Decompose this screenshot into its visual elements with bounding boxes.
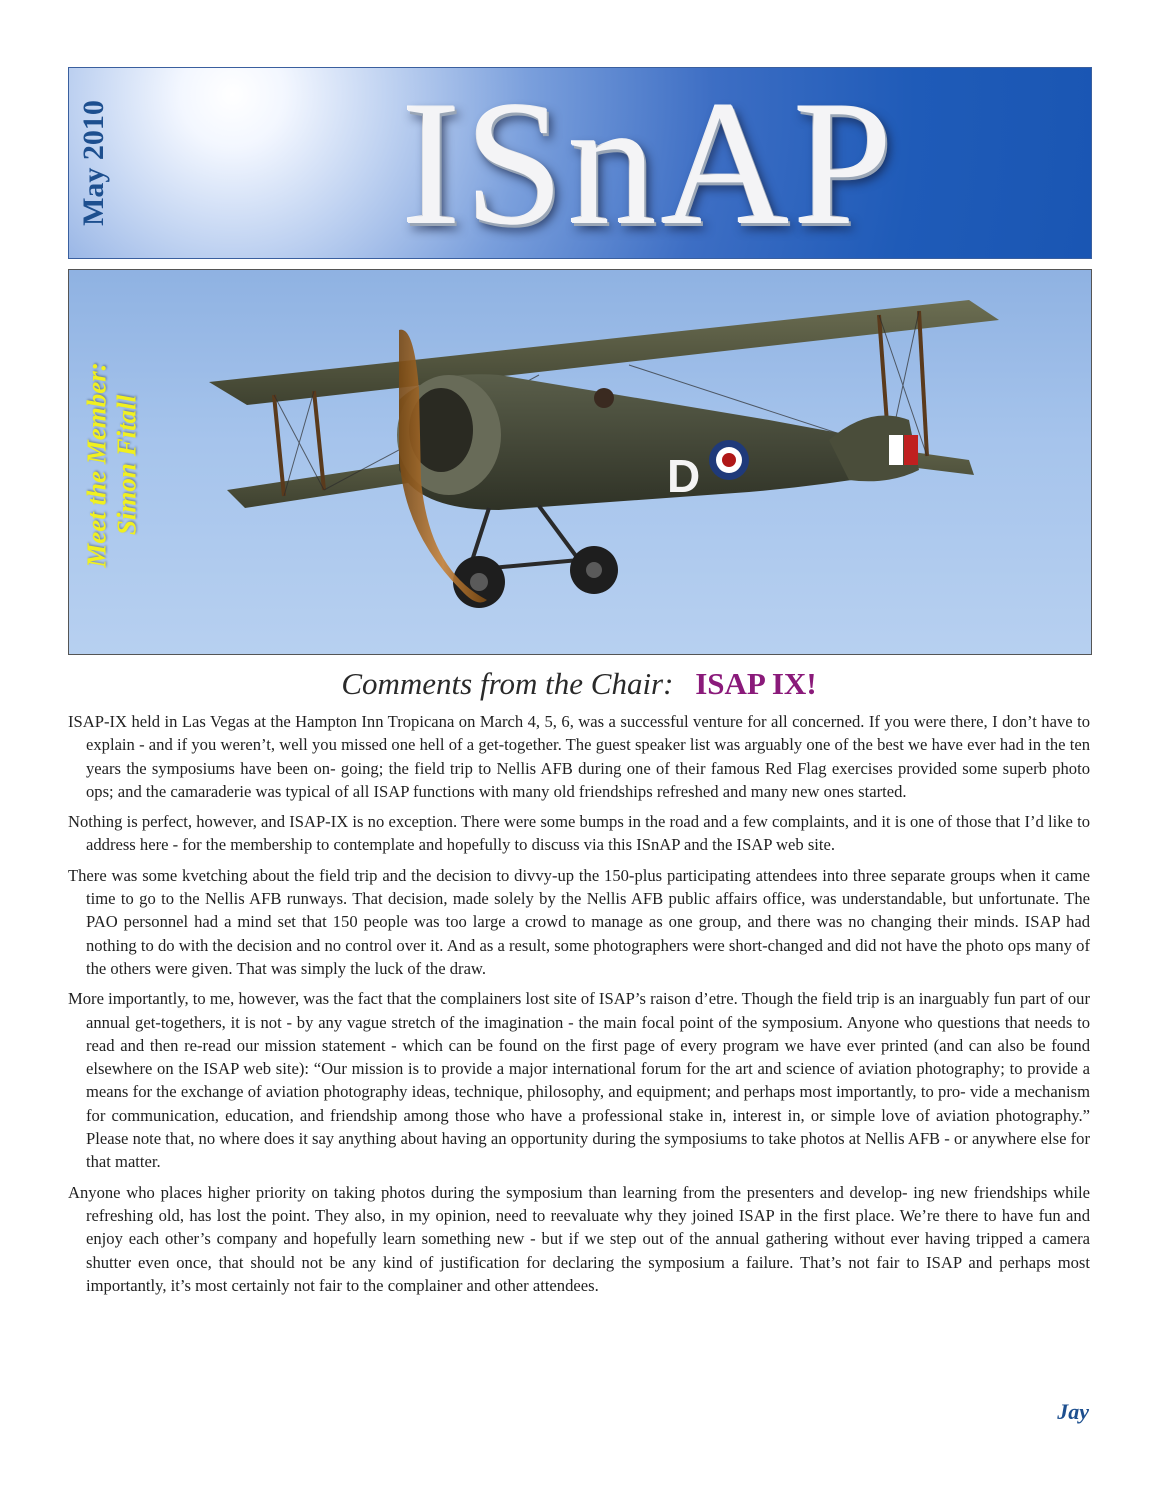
paragraph-3: There was some kvetching about the field trip and the decision to divvy-up the 150-plus participating attendees into three separate groups when it came time to go to the Nellis AFB runways. That decision, made solely by the Nellis AFB public affairs office, was understandable, but unfortunate. The PAO personnel had a mind set that 150 people was too large a crowd to manage as one group, and there was no changing their minds. ISAP had nothing to do with the decision and no control over it. And as a result, some photographers were short-changed and did not have the photo ops many of the others were given. That was simply the luck of the draw. xyxy=(68,865,1090,978)
tail-stripe-red xyxy=(904,435,918,465)
author-signature: Jay xyxy=(1057,1399,1089,1424)
aircraft-code: D xyxy=(667,450,701,502)
pilot xyxy=(594,388,614,408)
heading-title: ISAP IX! xyxy=(695,666,817,701)
paragraph-5: Anyone who places higher priority on taking photos during the symposium than learning from the presenters and develop- ing new friendships while refreshing old, has lost the point. They also, in my opinion, need to reevaluate why they joined ISAP in the first place. We’re there to have fun and enjoy each other’s company and hopefully learn something new - but if we step out of the annual gathering without ever having tripped a camera shutter even once, that should not be any kind of justification for declaring the symposium a failure. That’s not fair to ISAP and perhaps most importantly, it’s most certainly not fair to the complainer and other attendees. xyxy=(68,1182,1090,1295)
issue-date-text: May 2010 xyxy=(77,100,111,226)
paragraph-2: Nothing is perfect, however, and ISAP-IX is no exception. There were some bumps in the road and a few complaints, and it is one of those that I’d like to address here - for the membership to contemplate and hopefully to discuss via this ISnAP and the ISAP web site. xyxy=(68,812,1090,855)
article-body xyxy=(68,710,1090,1304)
paragraph-4: More importantly, to me, however, was the fact that the complainers lost site of ISAP’s raison d’etre. Though the field trip is an inarguably fun part of our annual get-togethers, it is not - by any vague stretch of the imagination - the main focal point of the symposium. Anyone who questions that needs to read and then re-read our mission statement - which can be found on the first page of every program we have ever printed (and can also be found elsewhere on the ISAP web site): “Our mission is to provide a major international forum for the art and science of aviation photography; to provide a means for the exchange of aviation photography ideas, technique, philosophy, and equipment; and perhaps most importantly, to pro- vide a mechanism for communication, education, and friendship among those who have a professional stake in, interest in, or simple love of aviation photography.” Please note that, no where does it say anything about having an opportunity during the symposiums to take photos at Nellis AFB - or anywhere else for that matter. xyxy=(68,989,1090,1172)
heading-lead: Comments from the Chair: xyxy=(341,666,674,701)
caption-line-1: Meet the Member: xyxy=(82,362,113,568)
member-caption xyxy=(73,325,151,605)
tail-stripe-white xyxy=(889,435,903,465)
issue-date xyxy=(71,88,117,238)
biplane-illustration xyxy=(69,270,1091,654)
newsletter-title: ISnAP xyxy=(401,67,897,259)
caption-line-2: Simon Fitall xyxy=(112,394,143,536)
masthead-banner xyxy=(68,67,1092,259)
roundel xyxy=(709,440,749,480)
article-heading xyxy=(68,660,1090,708)
feature-photo xyxy=(68,269,1092,655)
paragraph-1: ISAP-IX held in Las Vegas at the Hampton Inn Tropicana on March 4, 5, 6, was a successful venture for all concerned. If you were there, I don’t have to explain - and if you weren’t, well you missed one hell of a get-together. The guest speaker list was arguably one of the best we have ever had in the ten years the symposiums have been on- going; the field trip to Nellis AFB during one of their famous Red Flag exercises provided some superb photo ops; and the camaraderie was typical of all ISAP functions with many old friendships refreshed and many new ones started. xyxy=(68,712,1090,801)
